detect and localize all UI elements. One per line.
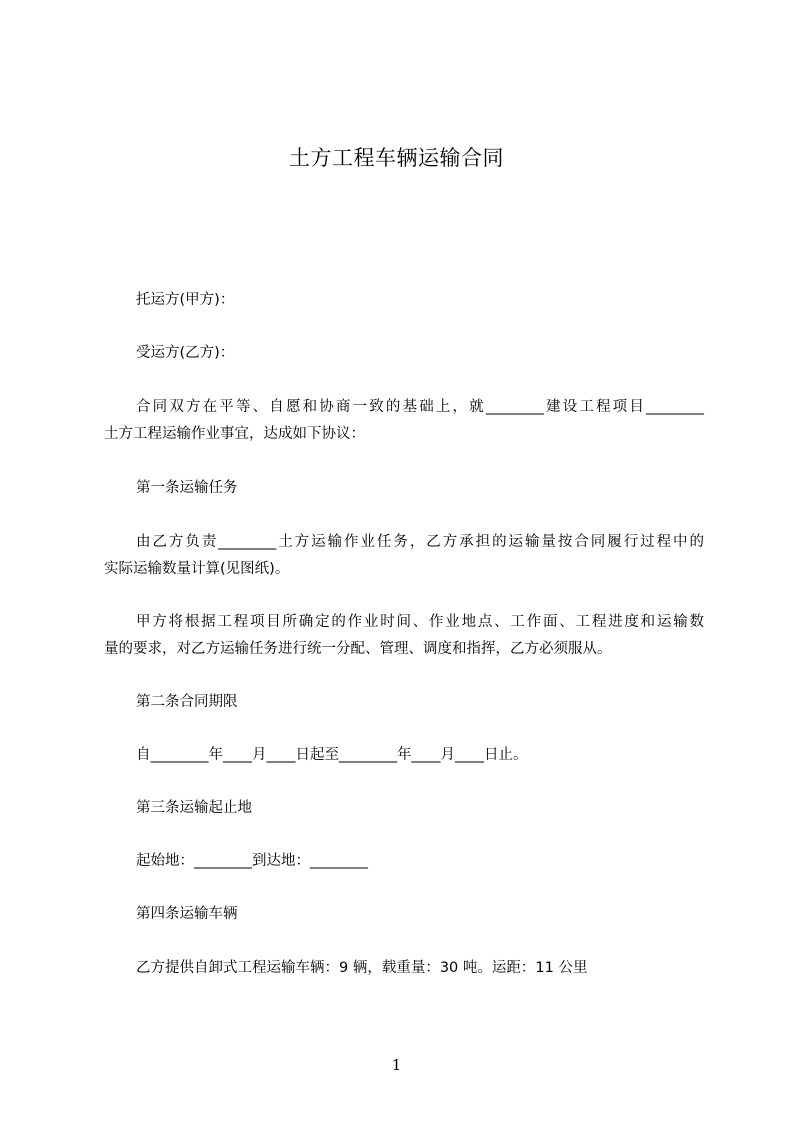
- article-1-heading: 第一条运输任务: [136, 480, 238, 496]
- origin-destination-line: 起始地：________到达地：________: [136, 853, 368, 869]
- preamble-line-1: 合同双方在平等、自愿和协商一致的基础上，就________建设工程项目________: [136, 399, 704, 415]
- preamble-line-2: 土方工程运输作业事宜，达成如下协议：: [104, 426, 365, 442]
- article-1-paragraph-1-line-1: 由乙方负责________土方运输作业任务，乙方承担的运输量按合同履行过程中的: [136, 534, 704, 550]
- article-1-paragraph-1-line-2: 实际运输数量计算(见图纸)。: [104, 561, 290, 577]
- vehicle-details-line: 乙方提供自卸式工程运输车辆：9 辆，载重量：30 吨。运距：11 公里: [136, 960, 588, 976]
- article-3-heading: 第三条运输起止地: [136, 800, 252, 816]
- page-number: 1: [391, 1056, 402, 1074]
- article-1-paragraph-2-line-1: 甲方将根据工程项目所确定的作业时间、作业地点、工作面、工程进度和运输数: [136, 614, 704, 630]
- document-title: 土方工程车辆运输合同: [289, 146, 504, 170]
- party-b-line: 受运方(乙方)：: [136, 345, 235, 361]
- article-4-heading: 第四条运输车辆: [136, 906, 238, 922]
- article-2-heading: 第二条合同期限: [136, 694, 238, 710]
- article-1-paragraph-2-line-2: 量的要求，对乙方运输任务进行统一分配、管理、调度和指挥，乙方必须服从。: [104, 641, 612, 657]
- party-a-line: 托运方(甲方)：: [136, 292, 235, 308]
- contract-period-line: 自________年____月____日起至________年____月____日止。: [136, 747, 528, 763]
